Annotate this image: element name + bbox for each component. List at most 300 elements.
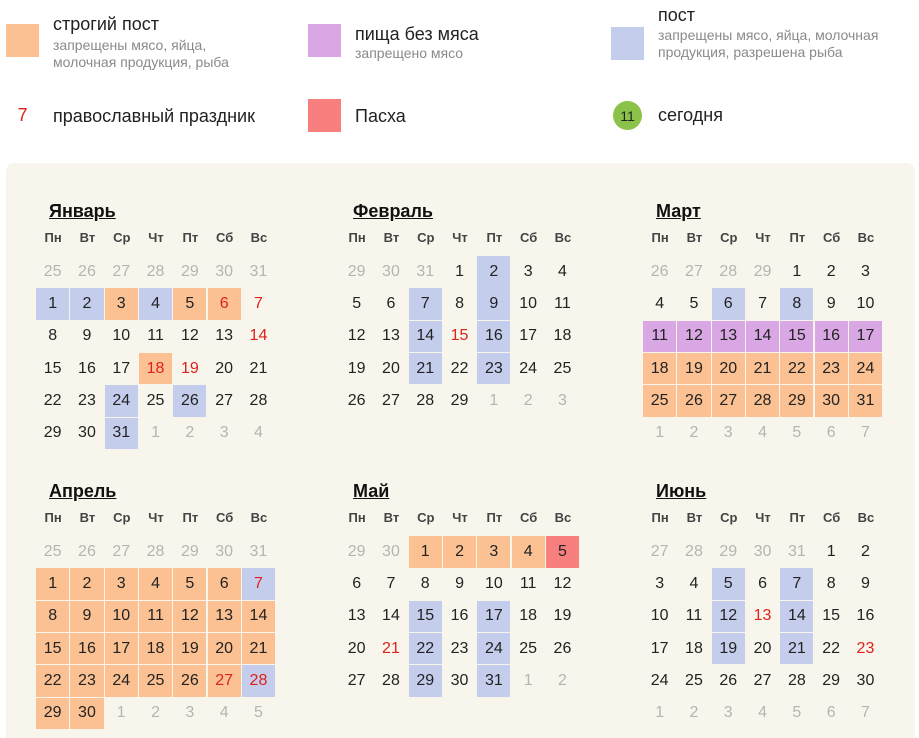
weekday-label: Пн (44, 510, 62, 525)
day-cell[interactable]: 31 (477, 665, 510, 697)
legend-strict-fast (6, 14, 268, 71)
legend (0, 0, 919, 150)
legend-title: православный праздник (53, 105, 255, 126)
day-cell[interactable]: 21 (249, 359, 268, 377)
weekday-label: Чт (148, 230, 164, 245)
day-cell[interactable]: 20 (753, 639, 772, 657)
day-cell[interactable]: 2 (523, 391, 533, 409)
day-cell[interactable]: 26 (173, 385, 206, 417)
today-marker: 11 (613, 101, 642, 130)
day-cell[interactable]: 2 (70, 568, 103, 600)
weekday-label: Вт (383, 510, 400, 525)
legend-fast (611, 5, 913, 61)
day-cell[interactable]: 30 (215, 262, 234, 280)
weekday-label: Чт (452, 230, 468, 245)
day-cell[interactable]: 30 (382, 542, 400, 560)
day-cell[interactable]: 23 (450, 639, 469, 657)
day-cell[interactable]: 10 (112, 327, 131, 345)
day-cell[interactable]: 16 (856, 607, 875, 625)
legend-desc: запрещены мясо, яйца, молочная продукция, разрешена рыба (658, 27, 879, 60)
month-title: Апрель (49, 481, 117, 501)
day-cell[interactable]: 22 (780, 353, 813, 385)
day-cell[interactable]: 7 (409, 288, 442, 320)
day-cell[interactable]: 17 (112, 359, 131, 377)
day-cell[interactable]: 20 (712, 353, 745, 385)
calendar-panel (6, 163, 915, 738)
day-cell[interactable]: 30 (856, 671, 875, 689)
day-cell[interactable]: 11 (519, 575, 537, 593)
day-cell[interactable]: 16 (450, 607, 469, 625)
day-cell[interactable]: 28 (382, 671, 400, 689)
day-cell[interactable]: 25 (519, 639, 538, 657)
day-cell[interactable]: 19 (180, 359, 199, 377)
day-cell[interactable]: 5 (546, 536, 579, 568)
day-cell[interactable]: 20 (215, 359, 234, 377)
day-cell[interactable]: 22 (43, 391, 62, 409)
day-cell[interactable]: 28 (249, 391, 268, 409)
day-cell[interactable]: 27 (347, 671, 366, 689)
day-cell[interactable]: 16 (815, 321, 848, 353)
day-cell[interactable]: 28 (746, 385, 779, 417)
weekday-label: Пн (651, 230, 669, 245)
day-cell[interactable]: 6 (826, 704, 836, 722)
day-cell[interactable]: 25 (43, 262, 62, 280)
day-cell[interactable]: 19 (712, 633, 745, 665)
day-cell[interactable]: 26 (173, 665, 206, 697)
day-cell[interactable]: 28 (787, 671, 806, 689)
legend-title: пища без мяса (355, 24, 479, 44)
day-cell[interactable]: 29 (180, 262, 199, 280)
day-cell[interactable]: 7 (860, 704, 870, 722)
day-cell[interactable]: 27 (650, 542, 669, 560)
day-cell[interactable]: 15 (409, 601, 442, 633)
day-cell[interactable]: 23 (70, 665, 103, 697)
day-cell[interactable]: 30 (450, 671, 469, 689)
day-cell[interactable]: 3 (105, 568, 138, 600)
day-cell[interactable]: 19 (347, 359, 366, 377)
day-cell[interactable]: 12 (712, 601, 745, 633)
day-cell[interactable]: 10 (484, 575, 503, 593)
day-cell[interactable]: 2 (826, 262, 836, 280)
day-cell[interactable]: 29 (43, 424, 62, 442)
day-cell[interactable]: 19 (553, 607, 572, 625)
day-cell[interactable]: 1 (826, 542, 836, 560)
day-cell[interactable]: 7 (860, 424, 870, 442)
day-cell[interactable]: 27 (685, 262, 703, 280)
day-cell[interactable]: 26 (553, 639, 572, 657)
day-cell[interactable]: 3 (477, 536, 510, 568)
day-cell[interactable]: 27 (215, 391, 234, 409)
day-cell[interactable]: 30 (78, 424, 96, 442)
day-cell[interactable]: 9 (477, 288, 510, 320)
day-cell[interactable]: 19 (677, 353, 710, 385)
weekday-label: Пт (789, 230, 806, 245)
day-cell[interactable]: 24 (105, 385, 138, 417)
day-cell[interactable]: 18 (519, 607, 538, 625)
day-cell[interactable]: 15 (36, 633, 69, 665)
legend-today (611, 99, 723, 130)
day-cell[interactable]: 29 (347, 262, 366, 280)
day-cell[interactable]: 1 (792, 262, 802, 280)
weekday-label: Пн (651, 510, 669, 525)
weekday-label: Вс (250, 510, 268, 525)
day-cell[interactable]: 20 (382, 359, 400, 377)
day-cell[interactable]: 29 (36, 698, 69, 730)
day-cell[interactable]: 9 (826, 295, 836, 313)
day-cell[interactable]: 30 (70, 698, 103, 730)
day-cell[interactable]: 4 (139, 288, 172, 320)
legend-title: сегодня (658, 104, 723, 125)
day-cell[interactable]: 22 (409, 633, 442, 665)
day-cell[interactable]: 29 (347, 542, 366, 560)
day-cell[interactable]: 8 (48, 327, 58, 345)
day-cell[interactable]: 1 (36, 568, 69, 600)
day-cell[interactable]: 8 (780, 288, 813, 320)
legend-title: строгий пост (53, 14, 159, 34)
day-cell[interactable]: 12 (180, 327, 199, 345)
weekday-label: Пт (486, 510, 503, 525)
day-cell[interactable]: 1 (655, 704, 665, 722)
day-cell[interactable]: 29 (753, 262, 772, 280)
day-cell[interactable]: 27 (753, 671, 772, 689)
month-title: Май (353, 481, 390, 501)
day-cell[interactable]: 2 (477, 256, 510, 288)
weekday-label: Чт (148, 510, 164, 525)
legend-title: пост (658, 5, 696, 25)
day-cell[interactable]: 2 (70, 288, 103, 320)
day-cell[interactable]: 13 (712, 321, 745, 353)
day-cell[interactable]: 30 (215, 542, 234, 560)
day-cell[interactable]: 24 (105, 665, 138, 697)
weekday-header (643, 230, 883, 248)
day-cell[interactable]: 17 (849, 321, 882, 353)
day-cell[interactable]: 2 (689, 704, 699, 722)
day-cell[interactable]: 22 (450, 359, 469, 377)
day-cell[interactable]: 1 (151, 424, 160, 442)
strict-fast-swatch (6, 24, 39, 57)
day-cell[interactable]: 23 (477, 353, 510, 385)
day-cell[interactable]: 1 (455, 262, 464, 280)
weekday-label: Пн (348, 230, 366, 245)
day-cell[interactable]: 8 (826, 575, 836, 593)
day-cell[interactable]: 13 (753, 607, 772, 625)
day-cell[interactable]: 17 (105, 633, 138, 665)
day-cell[interactable]: 4 (655, 295, 665, 313)
day-cell[interactable]: 9 (70, 601, 103, 633)
day-cell[interactable]: 7 (386, 575, 396, 593)
day-cell[interactable]: 9 (860, 575, 870, 593)
weekday-label: Чт (755, 510, 771, 525)
day-cell[interactable]: 26 (719, 671, 738, 689)
day-cell[interactable]: 10 (856, 295, 875, 313)
weekday-label: Вс (554, 230, 572, 245)
day-cell[interactable]: 29 (450, 391, 469, 409)
day-cell[interactable]: 28 (242, 665, 275, 697)
day-cell[interactable]: 4 (758, 424, 767, 442)
day-cell[interactable]: 4 (219, 704, 229, 722)
day-cell[interactable]: 14 (746, 321, 779, 353)
day-cell[interactable]: 4 (557, 262, 567, 280)
day-cell[interactable]: 1 (409, 536, 442, 568)
day-cell[interactable]: 28 (685, 542, 703, 560)
day-cell[interactable]: 27 (382, 391, 400, 409)
day-cell[interactable]: 1 (489, 391, 499, 409)
weekday-label: Ср (113, 230, 131, 245)
weekday-label: Вт (686, 230, 703, 245)
day-cell[interactable]: 17 (650, 639, 669, 657)
day-cell[interactable]: 18 (139, 633, 172, 665)
day-cell[interactable]: 30 (753, 542, 772, 560)
day-cell[interactable]: 24 (477, 633, 510, 665)
day-cell[interactable]: 5 (792, 424, 802, 442)
weekday-label: Сб (823, 510, 841, 525)
month-title: Март (656, 201, 701, 221)
day-cell[interactable]: 6 (826, 424, 836, 442)
day-cell[interactable]: 24 (849, 353, 882, 385)
weekday-label: Пт (789, 510, 806, 525)
day-cell[interactable]: 31 (849, 385, 882, 417)
day-cell[interactable]: 28 (146, 542, 165, 560)
day-cell[interactable]: 23 (856, 639, 875, 657)
day-cell[interactable]: 6 (208, 288, 241, 320)
day-cell[interactable]: 5 (792, 704, 802, 722)
day-cell[interactable]: 18 (553, 327, 572, 345)
day-cell[interactable]: 25 (685, 671, 703, 689)
day-cell[interactable]: 10 (105, 601, 138, 633)
day-cell[interactable]: 16 (78, 359, 96, 377)
day-cell[interactable]: 21 (242, 633, 275, 665)
day-cell[interactable]: 18 (139, 353, 172, 385)
day-cell[interactable]: 10 (519, 295, 538, 313)
day-cell[interactable]: 1 (655, 424, 665, 442)
day-cell[interactable]: 11 (147, 327, 164, 345)
day-cell[interactable]: 13 (215, 327, 234, 345)
day-cell[interactable]: 25 (43, 542, 62, 560)
day-cell[interactable]: 3 (723, 704, 733, 722)
legend-desc: запрещены мясо, яйца, молочная продукция, рыба (53, 37, 229, 70)
weekday-label: Чт (755, 230, 771, 245)
day-cell[interactable]: 27 (712, 385, 745, 417)
weekday-header (36, 230, 276, 248)
day-cell[interactable]: 3 (723, 424, 733, 442)
day-cell[interactable]: 7 (253, 295, 263, 313)
weekday-label: Вс (250, 230, 268, 245)
day-cell[interactable]: 18 (685, 639, 703, 657)
weekday-label: Пн (348, 510, 366, 525)
day-cell[interactable]: 22 (36, 665, 69, 697)
day-cell[interactable]: 4 (689, 575, 699, 593)
day-cell[interactable]: 31 (249, 542, 268, 560)
day-cell[interactable]: 4 (139, 568, 172, 600)
day-cell[interactable]: 17 (477, 601, 510, 633)
day-cell[interactable]: 2 (443, 536, 476, 568)
day-cell[interactable]: 6 (352, 575, 362, 593)
day-cell[interactable]: 1 (116, 704, 126, 722)
day-cell[interactable]: 3 (860, 262, 870, 280)
weekday-label: Пн (44, 230, 62, 245)
day-cell[interactable]: 20 (208, 633, 241, 665)
weekday-label: Вт (79, 230, 96, 245)
day-cell[interactable]: 6 (386, 295, 396, 313)
day-cell[interactable]: 21 (746, 353, 779, 385)
day-cell[interactable]: 11 (554, 295, 571, 313)
day-cell[interactable]: 20 (347, 639, 366, 657)
day-cell[interactable]: 7 (758, 295, 767, 313)
day-cell[interactable]: 6 (758, 575, 767, 593)
day-cell[interactable]: 12 (553, 575, 572, 593)
day-cell[interactable]: 21 (409, 353, 442, 385)
weekday-header (36, 510, 276, 528)
day-cell[interactable]: 13 (347, 607, 366, 625)
day-cell[interactable]: 29 (409, 665, 442, 697)
day-cell[interactable]: 27 (112, 542, 131, 560)
day-cell[interactable]: 7 (242, 568, 275, 600)
weekday-label: Вс (857, 510, 875, 525)
weekday-label: Сб (520, 230, 538, 245)
weekday-label: Пт (182, 510, 199, 525)
day-cell[interactable]: 12 (677, 321, 710, 353)
day-cell[interactable]: 15 (43, 359, 62, 377)
day-cell[interactable]: 25 (139, 665, 172, 697)
weekday-label: Вт (383, 230, 400, 245)
no-meat-swatch (308, 24, 341, 57)
day-cell[interactable]: 2 (557, 671, 567, 689)
day-cell[interactable]: 18 (643, 353, 676, 385)
day-cell[interactable]: 26 (347, 391, 366, 409)
day-cell[interactable]: 8 (420, 575, 430, 593)
weekday-label: Вс (554, 510, 572, 525)
day-cell[interactable]: 27 (208, 665, 241, 697)
day-cell[interactable]: 8 (455, 295, 464, 313)
day-cell[interactable]: 6 (712, 288, 745, 320)
day-cell[interactable]: 13 (382, 327, 400, 345)
day-cell[interactable]: 14 (780, 601, 813, 633)
day-cell[interactable]: 23 (78, 391, 96, 409)
day-cell[interactable]: 26 (650, 262, 669, 280)
day-cell[interactable]: 23 (815, 353, 848, 385)
day-cell[interactable]: 12 (347, 327, 366, 345)
day-cell[interactable]: 31 (787, 542, 806, 560)
month-title: Январь (49, 201, 116, 221)
day-cell[interactable]: 30 (382, 262, 400, 280)
day-cell[interactable]: 15 (780, 321, 813, 353)
day-cell[interactable]: 29 (822, 671, 841, 689)
day-cell[interactable]: 31 (416, 262, 435, 280)
day-cell[interactable]: 5 (173, 288, 206, 320)
day-cell[interactable]: 3 (105, 288, 138, 320)
weekday-label: Ср (720, 230, 738, 245)
day-cell[interactable]: 12 (173, 601, 206, 633)
day-cell[interactable]: 3 (655, 575, 665, 593)
day-cell[interactable]: 2 (151, 704, 160, 722)
day-cell[interactable]: 9 (82, 327, 92, 345)
day-cell[interactable]: 3 (523, 262, 533, 280)
day-cell[interactable]: 26 (677, 385, 710, 417)
legend-easter (308, 99, 406, 132)
day-cell[interactable]: 4 (512, 536, 545, 568)
month-title: Июнь (656, 481, 707, 501)
day-cell[interactable]: 17 (519, 327, 538, 345)
day-cell[interactable]: 7 (780, 568, 813, 600)
weekday-label: Ср (417, 510, 435, 525)
weekday-label: Вт (686, 510, 703, 525)
day-cell[interactable]: 31 (105, 418, 138, 450)
fast-swatch (611, 27, 644, 60)
day-cell[interactable]: 11 (643, 321, 676, 353)
day-cell[interactable]: 19 (173, 633, 206, 665)
day-cell[interactable]: 5 (173, 568, 206, 600)
day-cell[interactable]: 29 (780, 385, 813, 417)
day-cell[interactable]: 4 (253, 424, 263, 442)
day-cell[interactable]: 3 (185, 704, 195, 722)
day-cell[interactable]: 5 (253, 704, 263, 722)
day-cell[interactable]: 28 (719, 262, 738, 280)
day-cell[interactable]: 15 (450, 327, 469, 345)
day-cell[interactable]: 14 (242, 601, 275, 633)
day-cell[interactable]: 26 (78, 542, 96, 560)
weekday-label: Сб (823, 230, 841, 245)
day-cell[interactable]: 2 (689, 424, 699, 442)
holiday-sample: 7 (6, 99, 39, 132)
day-cell[interactable]: 24 (650, 671, 669, 689)
day-cell[interactable]: 14 (409, 321, 442, 353)
day-cell[interactable]: 2 (860, 542, 870, 560)
day-cell[interactable]: 30 (815, 385, 848, 417)
weekday-header (643, 510, 883, 528)
day-cell[interactable]: 25 (146, 391, 165, 409)
day-cell[interactable]: 29 (719, 542, 738, 560)
day-cell[interactable]: 22 (822, 639, 841, 657)
day-cell[interactable]: 3 (557, 391, 567, 409)
day-cell[interactable]: 16 (70, 633, 103, 665)
day-cell[interactable]: 21 (382, 639, 400, 657)
day-cell[interactable]: 14 (382, 607, 400, 625)
day-cell[interactable]: 10 (650, 607, 669, 625)
weekday-label: Ср (113, 510, 131, 525)
weekday-header (340, 510, 580, 528)
day-cell[interactable]: 5 (712, 568, 745, 600)
day-cell[interactable]: 27 (112, 262, 131, 280)
day-cell[interactable]: 15 (822, 607, 841, 625)
day-cell[interactable]: 6 (208, 568, 241, 600)
day-cell[interactable]: 21 (780, 633, 813, 665)
day-cell[interactable]: 5 (352, 295, 362, 313)
day-cell[interactable]: 14 (249, 327, 268, 345)
day-cell[interactable]: 9 (455, 575, 464, 593)
weekday-label: Вс (857, 230, 875, 245)
day-cell[interactable]: 25 (643, 385, 676, 417)
day-cell[interactable]: 11 (685, 607, 703, 625)
day-cell[interactable]: 1 (523, 671, 533, 689)
day-cell[interactable]: 25 (553, 359, 572, 377)
day-cell[interactable]: 2 (185, 424, 195, 442)
day-cell[interactable]: 5 (689, 295, 699, 313)
day-cell[interactable]: 26 (78, 262, 96, 280)
day-cell[interactable]: 28 (416, 391, 435, 409)
day-cell[interactable]: 1 (36, 288, 69, 320)
day-cell[interactable]: 29 (180, 542, 199, 560)
day-cell[interactable]: 24 (519, 359, 538, 377)
day-cell[interactable]: 31 (249, 262, 268, 280)
day-cell[interactable]: 28 (146, 262, 165, 280)
easter-swatch (308, 99, 341, 132)
day-cell[interactable]: 16 (477, 321, 510, 353)
day-cell[interactable]: 11 (139, 601, 172, 633)
day-cell[interactable]: 13 (208, 601, 241, 633)
day-cell[interactable]: 3 (219, 424, 229, 442)
day-cell[interactable]: 8 (36, 601, 69, 633)
day-cell[interactable]: 4 (758, 704, 767, 722)
